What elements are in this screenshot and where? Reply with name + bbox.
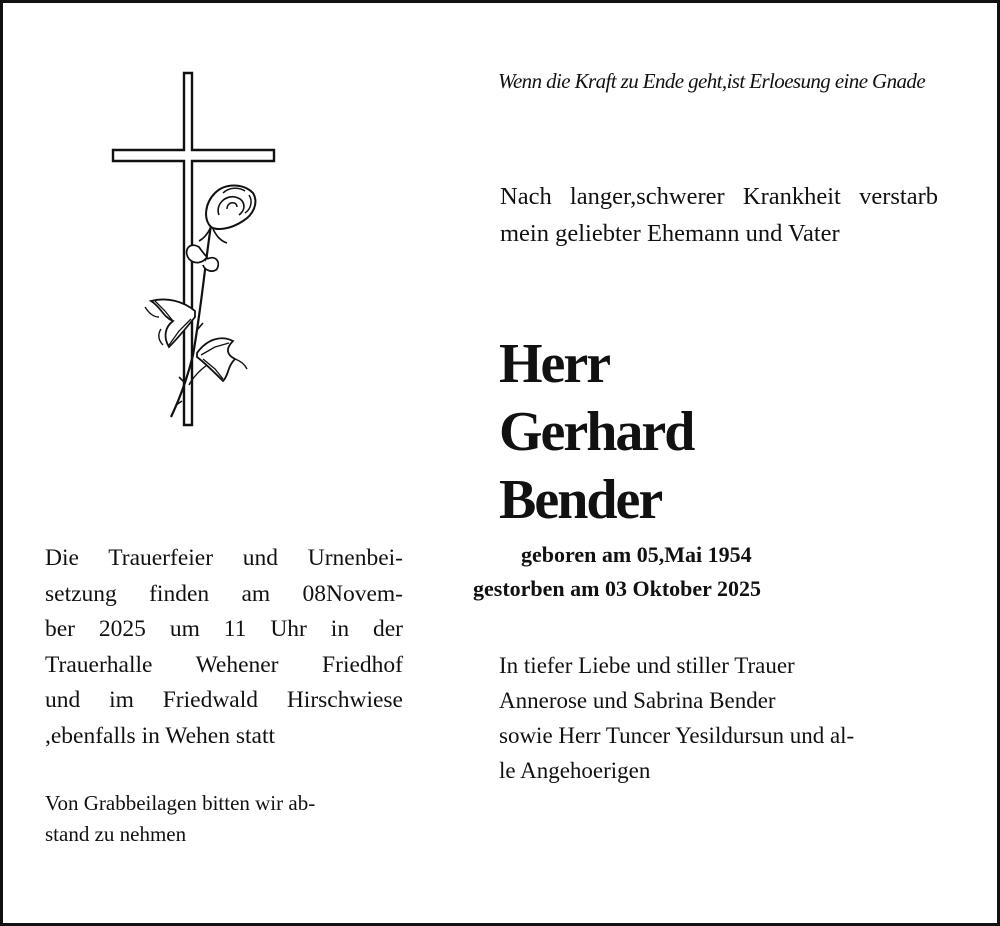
mourners-line: In tiefer Liebe und stiller Trauer bbox=[499, 653, 795, 678]
mourners-block bbox=[499, 648, 943, 788]
ceremony-info bbox=[45, 541, 403, 754]
name-title: Herr bbox=[499, 333, 610, 395]
name-last: Bender bbox=[499, 469, 662, 531]
mourners-line: sowie Herr Tuncer Yesildursun und al- bbox=[499, 723, 855, 748]
mourners-line: Annerose und Sabrina Bender bbox=[499, 688, 776, 713]
life-dates bbox=[473, 538, 873, 606]
deceased-name bbox=[499, 330, 939, 534]
name-first: Gerhard bbox=[499, 401, 694, 463]
intro-text: Nach langer,schwerer Krankheit verstarb mein geliebter Ehemann und Vater bbox=[500, 183, 938, 247]
birth-date: geboren am 05,Mai 1954 bbox=[521, 542, 752, 567]
grave-gifts-note bbox=[45, 788, 390, 850]
ceremony-line: ber 2025 um 11 Uhr in der bbox=[45, 616, 403, 642]
ceremony-line: Die Trauerfeier und Urnenbei- bbox=[45, 545, 403, 571]
ceremony-line: Trauerhalle Wehener Friedhof bbox=[45, 651, 403, 678]
ceremony-line: und im Friedwald Hirschwiese bbox=[45, 687, 403, 713]
mourners-line: le Angehoerigen bbox=[499, 758, 651, 783]
cross-with-rose-icon bbox=[103, 65, 283, 435]
ceremony-line: setzung finden am 08Novem- bbox=[45, 580, 403, 607]
death-date: gestorben am 03 Oktober 2025 bbox=[473, 576, 762, 601]
motto-quote: Wenn die Kraft zu Ende geht,ist Erloesung eine Gnade bbox=[498, 69, 926, 93]
gifts-line: Von Grabbeilagen bitten wir ab- bbox=[45, 791, 316, 815]
gifts-line: stand zu nehmen bbox=[45, 822, 187, 846]
ceremony-line: ,ebenfalls in Wehen statt bbox=[45, 722, 275, 749]
